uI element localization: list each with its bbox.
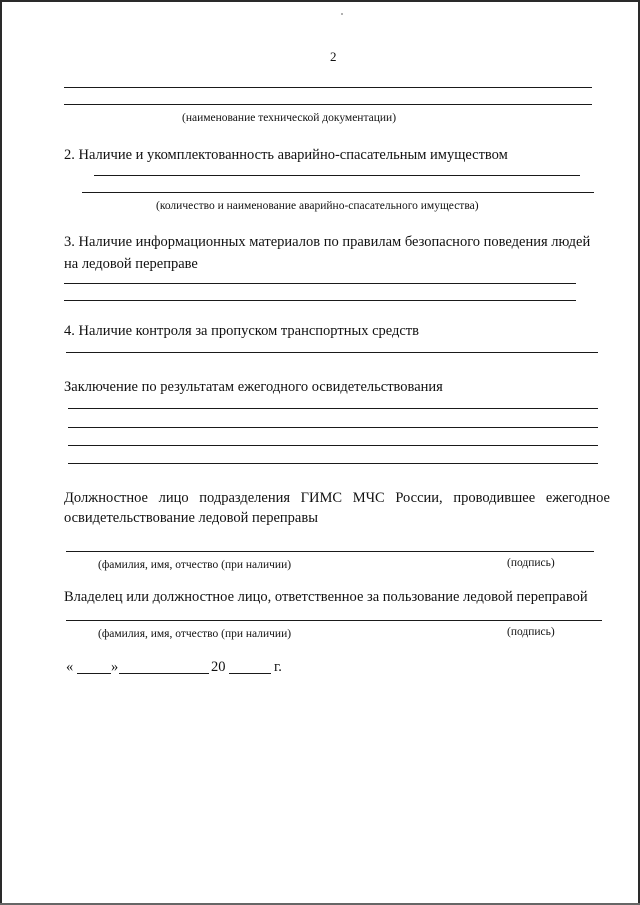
- official-word: России,: [395, 490, 443, 506]
- official-word: подразделения: [199, 490, 291, 506]
- page-number: 2: [330, 49, 337, 64]
- owner-signature-caption: (подпись): [507, 626, 555, 638]
- official-word: ежегодное: [545, 490, 610, 506]
- official-signature-line: [66, 551, 594, 552]
- official-word: проводившее: [453, 490, 536, 506]
- official-word: Должностное: [64, 490, 148, 506]
- technical-doc-line-2: [64, 104, 592, 105]
- scan-border-left: [0, 0, 2, 905]
- scan-speck: [341, 13, 343, 15]
- section2-line-1: [94, 175, 580, 176]
- official-heading-line1: [64, 488, 610, 508]
- date-year-blank: [229, 673, 271, 674]
- conclusion-heading: Заключение по результатам ежегодного освидетельствования: [64, 379, 443, 395]
- technical-doc-line-1: [64, 87, 592, 88]
- date-day-blank: [77, 673, 111, 674]
- date-open-quote: «: [66, 659, 74, 675]
- official-name-caption: (фамилия, имя, отчество (при наличии): [98, 559, 292, 571]
- scan-border-top: [0, 0, 640, 2]
- section3-line-2: [64, 300, 576, 301]
- owner-name-caption: (фамилия, имя, отчество (при наличии): [98, 628, 292, 640]
- official-word: лицо: [158, 490, 189, 506]
- official-signature-caption: (подпись): [507, 557, 555, 569]
- conclusion-line-1: [68, 408, 598, 409]
- technical-doc-caption: (наименование технической документации): [182, 112, 397, 124]
- section2-line-2: [82, 192, 594, 193]
- section4-line: [66, 352, 598, 353]
- conclusion-line-2: [68, 427, 598, 428]
- section2-heading: 2. Наличие и укомплектованность аварийно-спасательным имуществом: [64, 147, 508, 163]
- section4-heading: 4. Наличие контроля за пропуском транспортных средств: [64, 323, 419, 339]
- date-close-quote: »: [111, 659, 119, 675]
- date-month-blank: [119, 673, 209, 674]
- section3-line-1: [64, 283, 576, 284]
- official-word: МЧС: [352, 490, 385, 506]
- section3-heading-line2: на ледовой переправе: [64, 256, 198, 272]
- section2-caption: (количество и наименование аварийно-спасательного имущества): [156, 200, 479, 212]
- owner-heading: Владелец или должностное лицо, ответственное за пользование ледовой переправой: [64, 589, 588, 605]
- official-heading-line2: освидетельствование ледовой переправы: [64, 510, 318, 526]
- conclusion-line-4: [68, 463, 598, 464]
- date-year-prefix: 20: [211, 659, 226, 675]
- official-word: ГИМС: [300, 490, 343, 506]
- section3-heading-line1: 3. Наличие информационных материалов по правилам безопасного поведения людей: [64, 234, 591, 250]
- owner-signature-line: [66, 620, 602, 621]
- conclusion-line-3: [68, 445, 598, 446]
- date-year-suffix: г.: [274, 659, 282, 675]
